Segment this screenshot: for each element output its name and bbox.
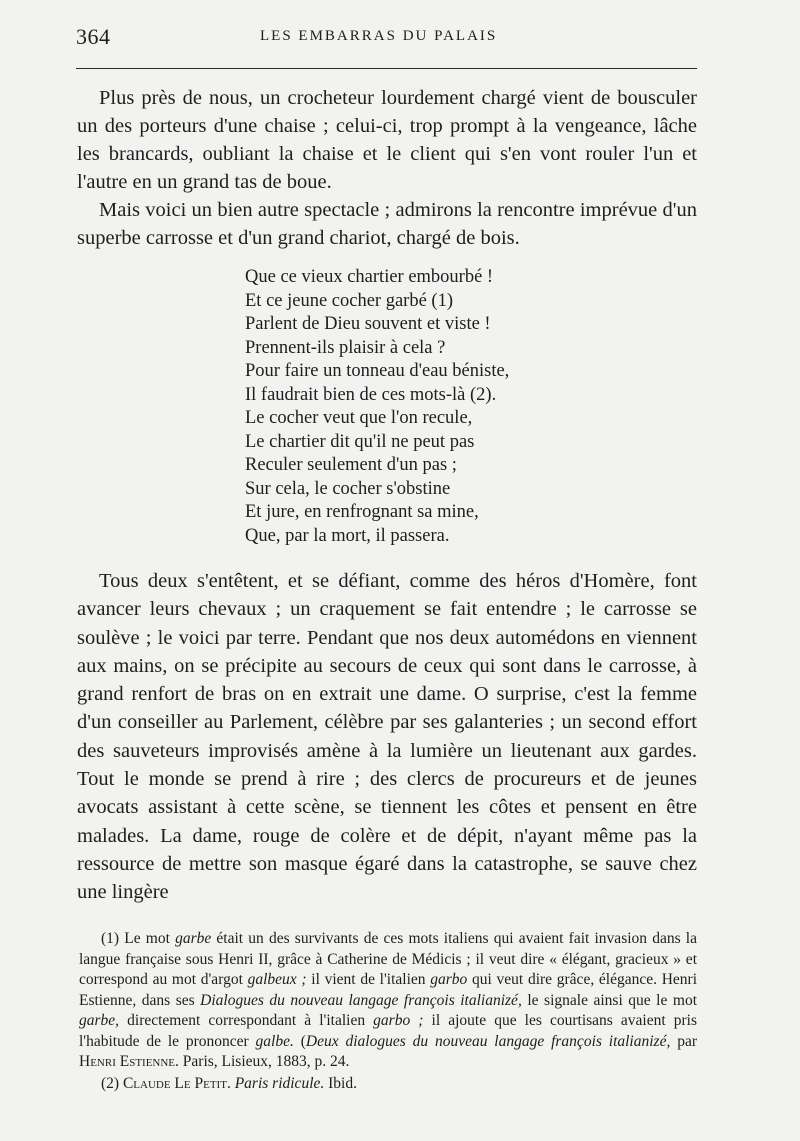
page-header: [76, 22, 696, 52]
paragraph-carrosse: Mais voici un bien autre spectacle ; admirons la rencontre imprévue d'un superbe carrosse et d'un grand chariot, chargé de bois.: [77, 199, 697, 249]
footnote-italic: Dialogues du nouveau langage françois italianizé,: [200, 991, 522, 1009]
footnote-italic: Deux dialogues du nouveau langage françois italianizé,: [305, 1032, 671, 1050]
footnote-author-name: Henri Estienne: [79, 1053, 176, 1070]
footnote-text: (1) Le mot: [101, 930, 176, 947]
footnote-italic: garbo: [430, 971, 468, 988]
verse-line: Le cocher veut que l'on recule,: [245, 408, 473, 428]
footnote-text: (: [293, 1032, 306, 1050]
verse-line: Le chartier dit qu'il ne peut pas: [245, 431, 475, 452]
verse-line: Et jure, en renfrognant sa mine,: [245, 502, 479, 522]
verse-line: Pour faire un tonneau d'eau béniste,: [245, 361, 510, 381]
verse-line: Prennent-ils plaisir à cela ?: [245, 337, 446, 358]
footnote-italic: Paris ridicule.: [234, 1074, 325, 1092]
footnote-text: (2): [101, 1074, 123, 1092]
paragraph-accident: Tous deux s'entêtent, et se défiant, comme des héros d'Homère, font avancer leurs chevaux ; un craquement se fait entendre ; le carrosse se soulève ; le voici par terre. Pendant que nos deux automédons en viennent aux mains, on se précipite au secours de ceux qui sont dans le carrosse, à grand renfort de bras on en extrait une dame. O surprise, c'est la femme d'un conseiller au Parlement, célèbre par ses galanteries ; un second effort des sauveteurs improvisés amène à la lumière un lieutenant aux gardes. Tout le monde se prend à rire ; des clercs de procureurs et de jeunes avocats assistant à cette scène, se tiennent les côtes et pensent en être malades. La dame, rouge de colère et de dépit, n'ayant même pas la ressource de mettre son masque égaré dans la catastrophe, se sauve chez une lingère: [77, 570, 697, 904]
footnote-1: [79, 929, 697, 1073]
header-rule: [76, 68, 697, 69]
footnotes: [79, 929, 697, 1094]
opening-paragraphs: [77, 84, 697, 252]
footnote-italic: garbo ;: [373, 1012, 424, 1029]
verse-line: Sur cela, le cocher s'obstine: [245, 478, 451, 499]
footnote-2: [79, 1074, 697, 1095]
footnote-italic: garbe,: [79, 1012, 120, 1029]
footnote-text: . Paris, Lisieux, 1883, p. 24.: [175, 1053, 350, 1070]
verse-line: Et ce jeune cocher garbé (1): [245, 290, 453, 311]
footnote-text: par: [670, 1032, 697, 1050]
paragraph-crocheteur: Plus près de nous, un crocheteur lourdement chargé vient de bousculer un des porteurs d'une chaise ; celui-ci, trop prompt à la vengeance, lâche les brancards, oubliant la chaise et le client qui s'en vont rouler l'un et l'autre en un grand tas de boue.: [77, 87, 697, 193]
verse-line: Que, par la mort, il passera.: [245, 525, 450, 546]
footnote-text: Ibid.: [324, 1074, 357, 1092]
footnote-text: il vient de l'italien: [306, 971, 431, 988]
footnote-text: .: [226, 1074, 235, 1092]
verse-line: Reculer seulement d'un pas ;: [245, 455, 457, 475]
verse-line: Parlent de Dieu souvent et viste !: [245, 314, 491, 334]
verse-quotation: [245, 266, 509, 548]
footnote-text: le signale ainsi que le mot: [521, 991, 697, 1009]
footnote-text: il ajoute que les courtisans avaient pris l'habitude de le prononcer: [79, 1012, 697, 1050]
footnote-italic: garbe: [175, 930, 212, 947]
running-title: LES EMBARRAS DU PALAIS: [260, 28, 498, 44]
page-number: 364: [76, 24, 111, 49]
footnote-text: directement correspondant à l'italien: [119, 1012, 374, 1029]
footnote-text: qui veut dire grâce, élégance. Henri Estienne, dans ses: [79, 971, 698, 1009]
footnote-text: était un des survivants de ces mots italiens qui avaient fait invasion dans la langue française sous Henri II, grâce à Catherine de Médicis ; il veut dire « élégant, gracieux » et correspond au mot d'argot: [79, 930, 697, 988]
footnote-italic: galbe.: [255, 1032, 294, 1050]
verse-line: Il faudrait bien de ces mots-là (2).: [245, 384, 497, 405]
footnote-author-name: Claude Le Petit: [122, 1074, 227, 1092]
verse-line: Que ce vieux chartier embourbé !: [245, 267, 494, 287]
closing-paragraph-block: [77, 567, 697, 907]
footnote-italic: galbeux ;: [247, 971, 307, 988]
